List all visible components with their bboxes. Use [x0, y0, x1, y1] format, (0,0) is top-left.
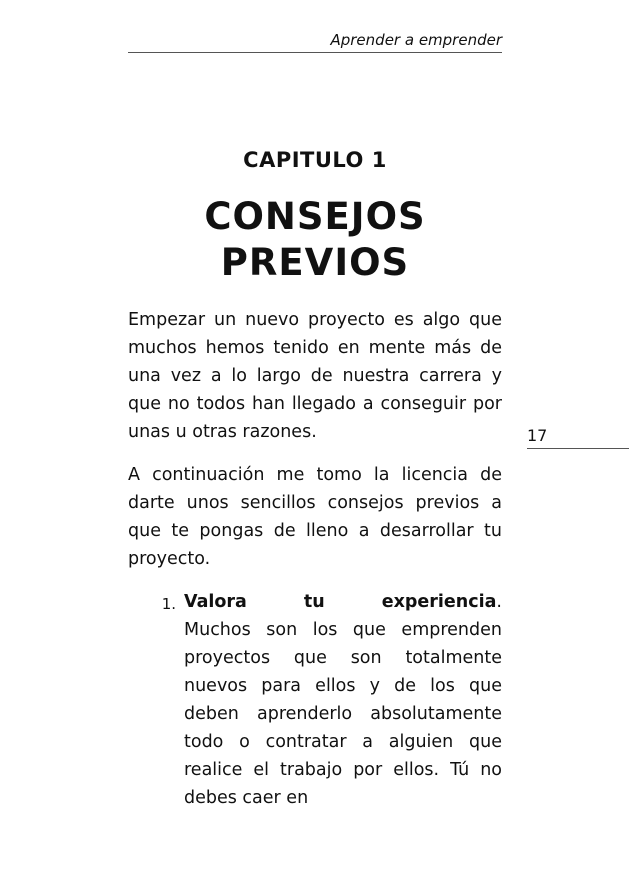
list-heading-word-1: Valora: [184, 592, 247, 612]
advice-list: [128, 588, 502, 812]
list-item-text: Muchos son los que emprenden proyectos que son totalmente nuevos para ellos y de los que deben aprenderlo absolutamente todo o contratar a alguien que realice el trabajo por ellos. Tú no debes caer en: [184, 620, 502, 808]
paragraph-intro: Empezar un nuevo proyecto es algo que muchos hemos tenido en mente más de una vez a lo largo de nuestra carrera y que no todos han llegado a conseguir por unas u otras razones.: [128, 310, 502, 442]
list-item-number: 1.: [161, 595, 176, 613]
body-text: [128, 306, 502, 812]
list-heading-word-3: experiencia: [381, 592, 497, 612]
list-item: [128, 588, 502, 812]
chapter-title-line-2: PREVIOS: [220, 241, 410, 284]
chapter-label: CAPITULO 1: [243, 148, 387, 172]
chapter-title: [128, 194, 502, 286]
list-item-heading: [184, 588, 502, 616]
list-heading-punct: .: [496, 592, 502, 612]
chapter-title-line-1: CONSEJOS: [204, 195, 426, 238]
list-item-body: [184, 588, 502, 812]
header-rule: [128, 52, 502, 53]
running-header: Aprender a emprender: [330, 31, 502, 49]
paragraph-continuation: A continuación me tomo la licencia de darte unos sencillos consejos previos a que te pongas de lleno a desarrollar tu proyecto.: [128, 465, 502, 569]
page-number: 17: [527, 426, 548, 445]
list-heading-end: [382, 588, 502, 616]
page-number-rule: [527, 448, 629, 449]
list-heading-word-2: tu: [303, 592, 325, 612]
